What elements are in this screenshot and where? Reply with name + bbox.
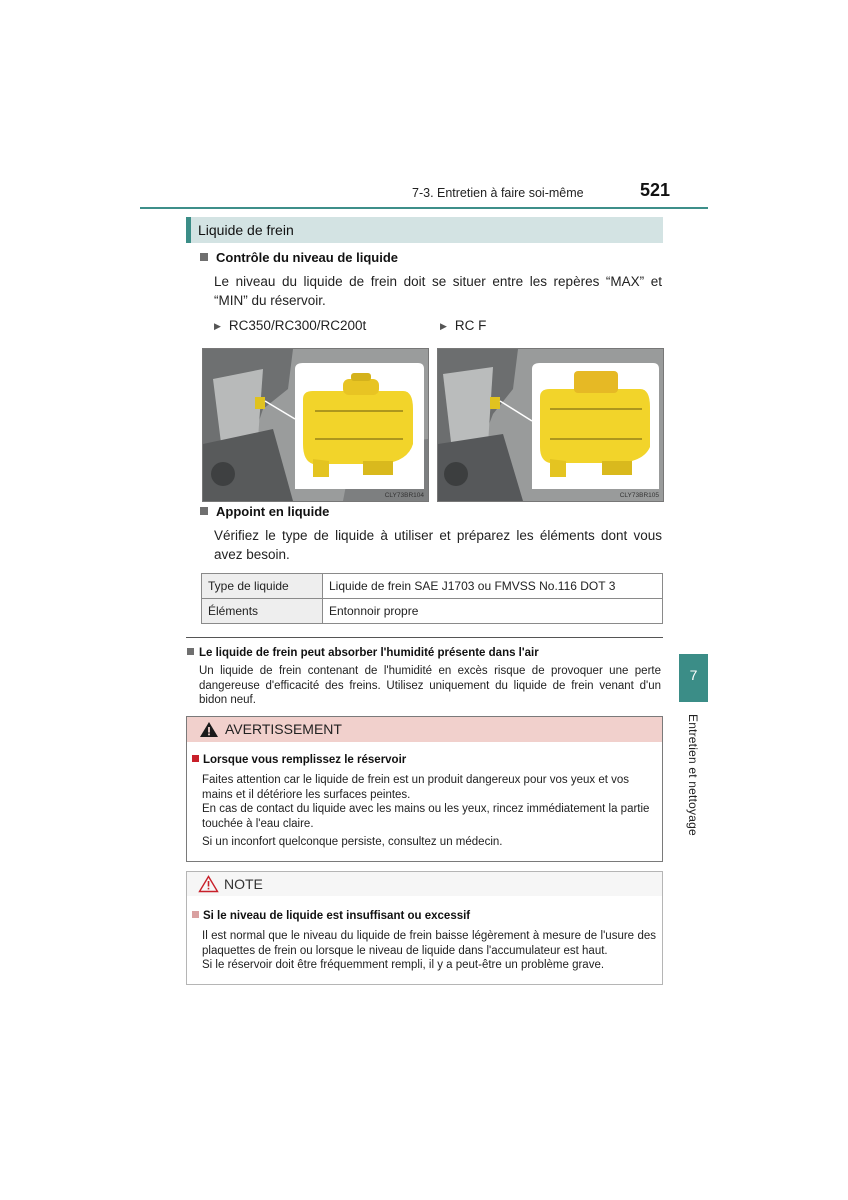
bullet-square-icon [192,911,199,918]
level-check-text: Le niveau du liquide de frein doit se situer entre les repères “MAX” et “MIN” du réservoir. [214,274,662,308]
chapter-number: 7 [689,667,698,683]
note-text-1: Il est normal que le niveau du liquide de frein baisse légèrement à mesure de l'usure des plaquettes de frein ou lorsque le niveau de liquide dans l'accumulateur est haut. [202,930,656,957]
note-heading: Si le niveau de liquide est insuffisant ou excessif [192,910,470,922]
header-rule [140,207,708,209]
reservoir-photo-rc350 [202,348,429,502]
table-cell-value: Entonnoir propre [323,599,663,624]
info-heading: Le liquide de frein peut absorber l'humidité présente dans l'air [187,647,539,659]
reservoir-photo-rcf [437,348,664,502]
warning-heading: Lorsque vous remplissez le réservoir [192,754,406,766]
model-label-rcf: ▶ RC F [440,318,487,333]
table-cell-key: Éléments [202,599,323,624]
caution-triangle-icon [198,875,219,893]
refill-heading: Appoint en liquide [200,504,329,519]
table-cell-key: Type de liquide [202,574,323,599]
image-code: CLY73BR104 [384,492,424,499]
section-title-bar [186,217,663,243]
warning-triangle-icon [199,721,219,738]
warning-header [187,717,662,742]
image-code: CLY73BR105 [619,492,659,499]
section-title: Liquide de frein [198,222,294,238]
bullet-square-icon [192,755,199,762]
bullet-square-icon [200,507,208,515]
level-check-heading: Contrôle du niveau de liquide [200,250,398,265]
triangle-bullet-icon: ▶ [214,321,221,331]
note-header [187,872,662,896]
triangle-bullet-icon: ▶ [440,321,447,331]
fluid-spec-table [201,573,663,624]
table-cell-value: Liquide de frein SAE J1703 ou FMVSS No.116 DOT 3 [323,574,663,599]
table-row [202,574,663,599]
bullet-square-icon [200,253,208,261]
info-text: Un liquide de frein contenant de l'humidité en excès risque de provoquer une perte dangereuse d'efficacité des freins. Utilisez uniquement du liquide de frein venant d'un bidon neuf. [199,665,661,706]
warning-text-2: En cas de contact du liquide avec les mains ou les yeux, rincez immédiatement la partie touchée à l'eau claire. [202,803,650,830]
model-label-rc350: ▶ RC350/RC300/RC200t [214,318,367,333]
note-text-2: Si le réservoir doit être fréquemment rempli, il y a peut-être un problème grave. [202,959,605,971]
chapter-tab [679,654,708,702]
page-number: 521 [640,180,671,200]
warning-title: AVERTISSEMENT [225,721,342,737]
running-header: 7-3. Entretien à faire soi-même [412,186,584,200]
info-divider [186,637,663,638]
refill-text: Vérifiez le type de liquide à utiliser et préparez les éléments dont vous avez besoin. [214,528,662,562]
table-row [202,599,663,624]
warning-text-3: Si un inconfort quelconque persiste, consultez un médecin. [202,836,503,848]
note-title: NOTE [224,876,263,892]
chapter-label: Entretien et nettoyage [686,714,700,836]
warning-text-1: Faites attention car le liquide de frein est un produit dangereux pour vos yeux et vos mains et il détériore les surfaces peintes. [202,774,630,801]
bullet-square-icon [187,648,194,655]
section-accent [186,217,191,243]
